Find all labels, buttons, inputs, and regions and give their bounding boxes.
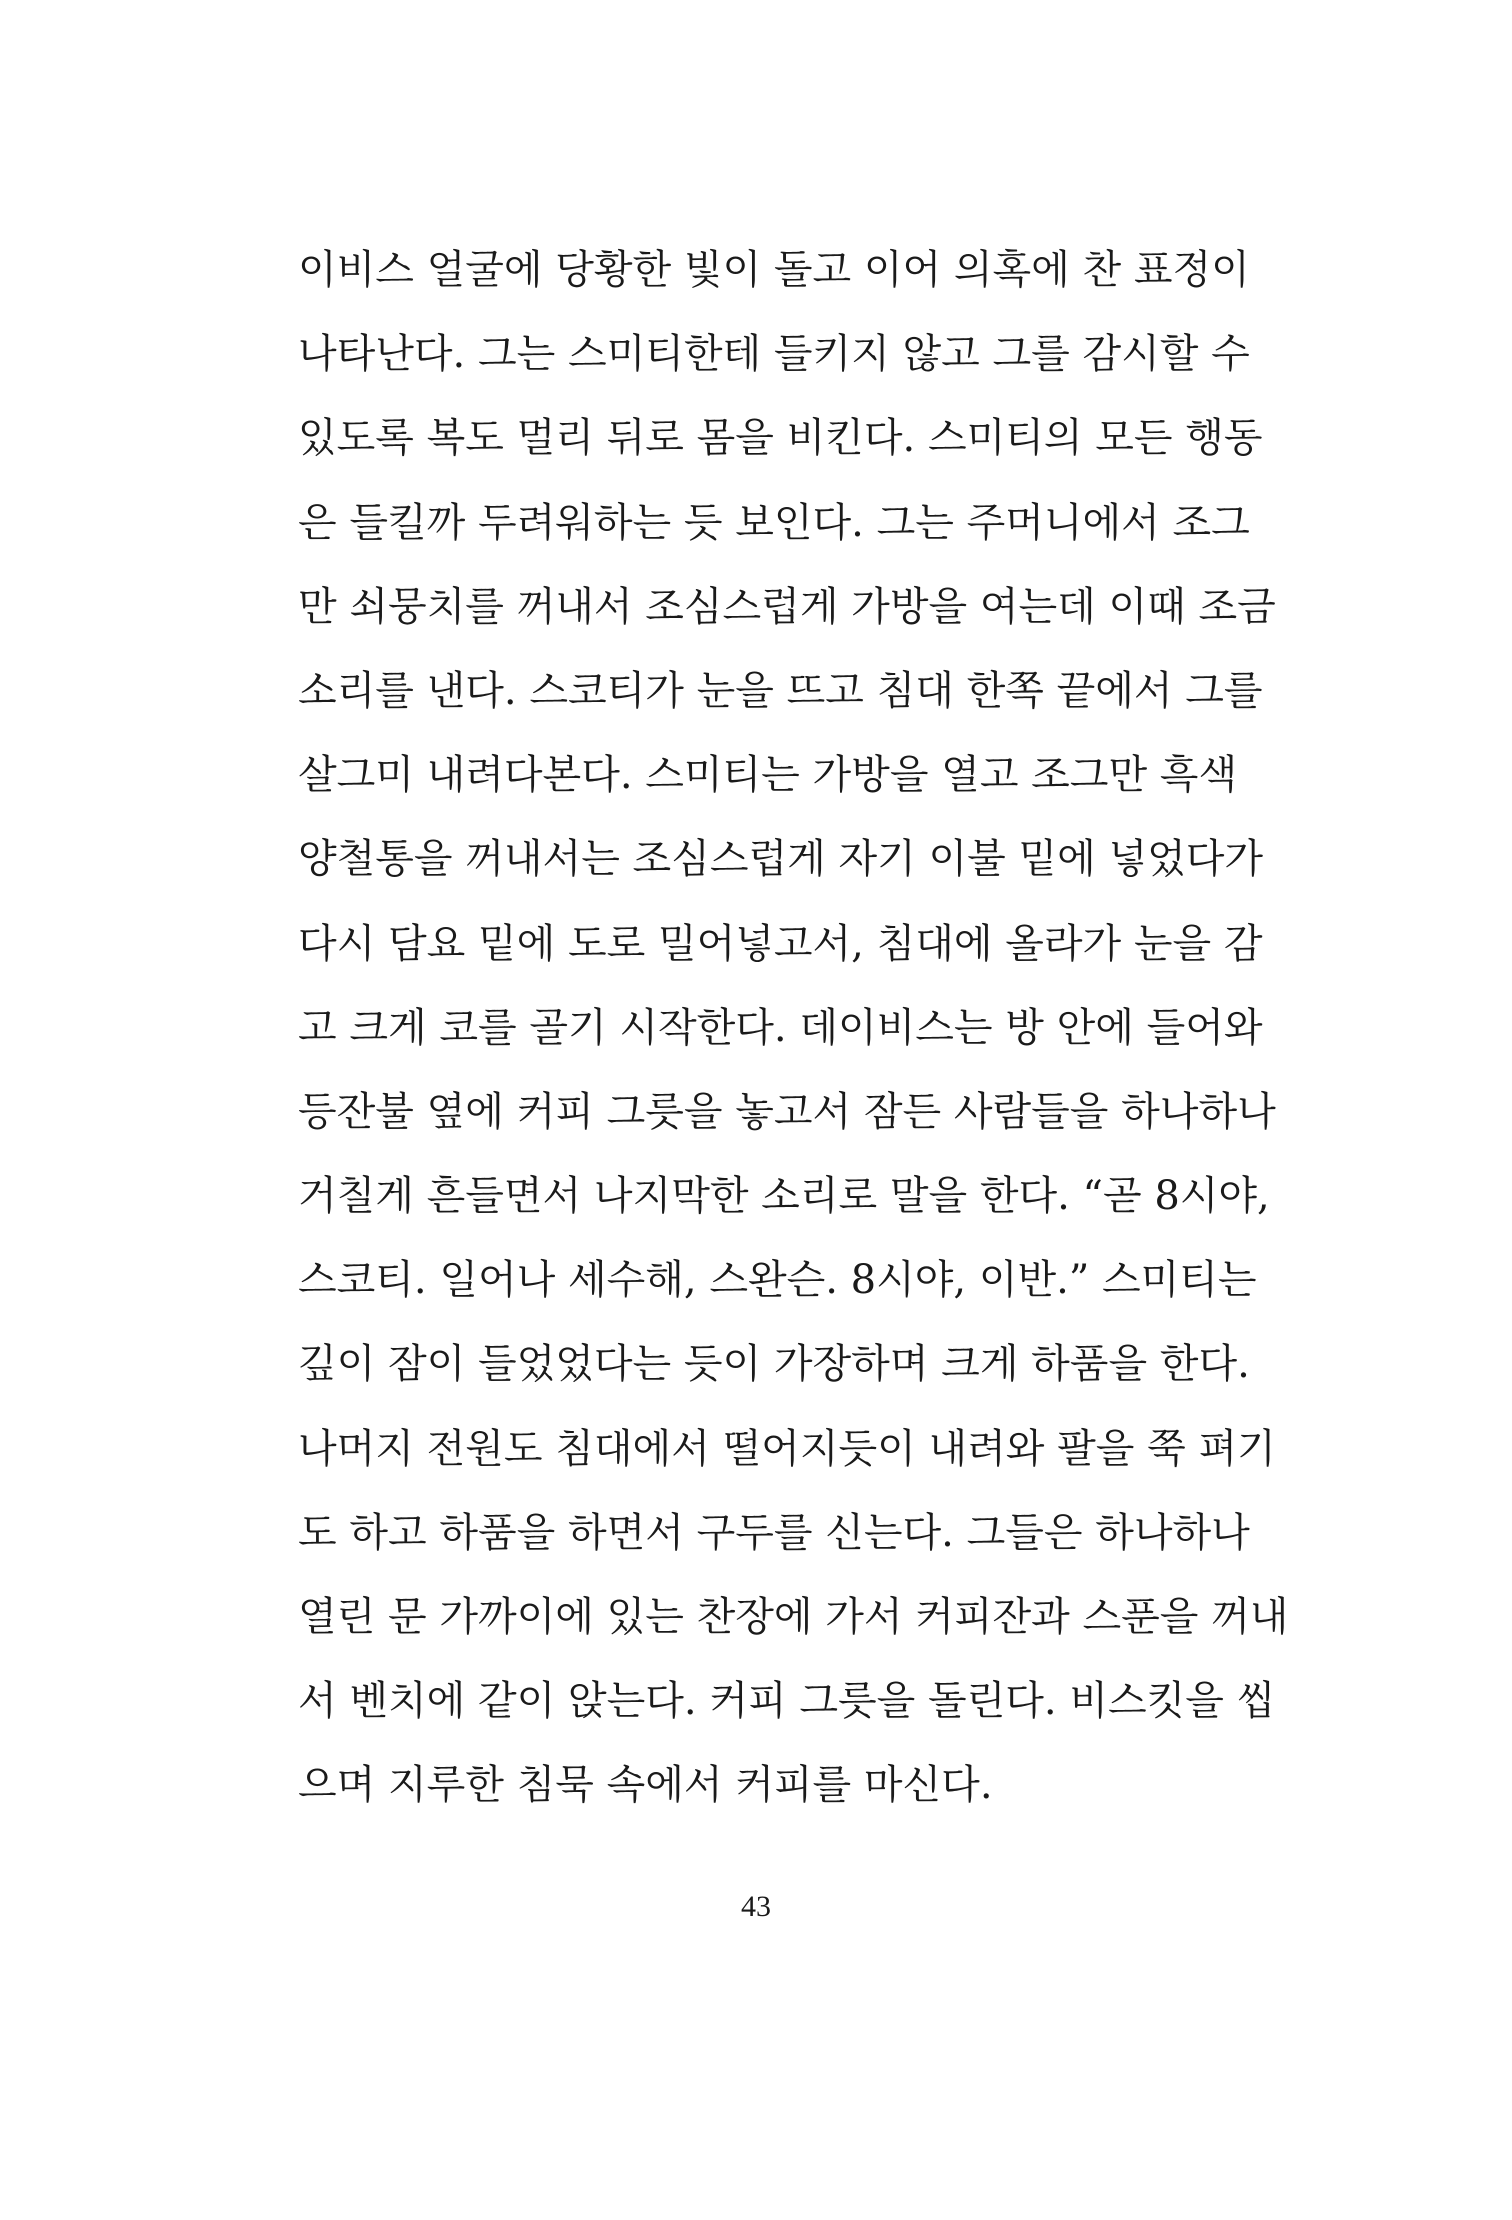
text-line: 고 크게 코를 골기 시작한다. 데이비스는 방 안에 들어와 [298, 1004, 1263, 1051]
text-line: 소리를 낸다. 스코티가 눈을 뜨고 침대 한쪽 끝에서 그를 [298, 667, 1263, 714]
text-line: 은 들킬까 두려워하는 듯 보인다. 그는 주머니에서 조그 [298, 499, 1250, 546]
text-line: 깊이 잠이 들었었다는 듯이 가장하며 크게 하품을 한다. [298, 1341, 1250, 1388]
text-line: 으며 지루한 침묵 속에서 커피를 마신다. [298, 1762, 993, 1809]
text-line: 서 벤치에 같이 앉는다. 커피 그릇을 돌린다. 비스킷을 씹 [298, 1678, 1276, 1725]
text-line: 양철통을 꺼내서는 조심스럽게 자기 이불 밑에 넣었다가 [298, 836, 1264, 883]
text-line: 살그미 내려다본다. 스미티는 가방을 열고 조그만 흑색 [298, 752, 1238, 799]
body-text [298, 228, 1289, 1828]
text-line: 만 쇠뭉치를 꺼내서 조심스럽게 가방을 여는데 이때 조금 [298, 583, 1276, 630]
text-line: 거칠게 흔들면서 나지막한 소리로 말을 한다. “곧 8시야, [298, 1173, 1270, 1220]
text-line: 다시 담요 밑에 도로 밀어넣고서, 침대에 올라가 눈을 감 [298, 920, 1263, 967]
text-line: 등잔불 옆에 커피 그릇을 놓고서 잠든 사람들을 하나하나 [298, 1088, 1276, 1135]
text-line: 나머지 전원도 침대에서 떨어지듯이 내려와 팔을 쭉 펴기 [298, 1425, 1276, 1472]
text-line: 이비스 얼굴에 당황한 빛이 돌고 이어 의혹에 찬 표정이 [298, 247, 1250, 293]
page-number: 43 [741, 1890, 771, 1923]
text-line: 스코티. 일어나 세수해, 스완슨. 8시야, 이반.” 스미티는 [298, 1257, 1257, 1304]
text-line: 있도록 복도 멀리 뒤로 몸을 비킨다. 스미티의 모든 행동 [298, 415, 1263, 462]
text-line: 도 하고 하품을 하면서 구두를 신는다. 그들은 하나하나 [298, 1509, 1250, 1556]
text-line: 나타난다. 그는 스미티한테 들키지 않고 그를 감시할 수 [298, 331, 1250, 378]
text-line: 열린 문 가까이에 있는 찬장에 가서 커피잔과 스푼을 꺼내 [298, 1594, 1289, 1640]
